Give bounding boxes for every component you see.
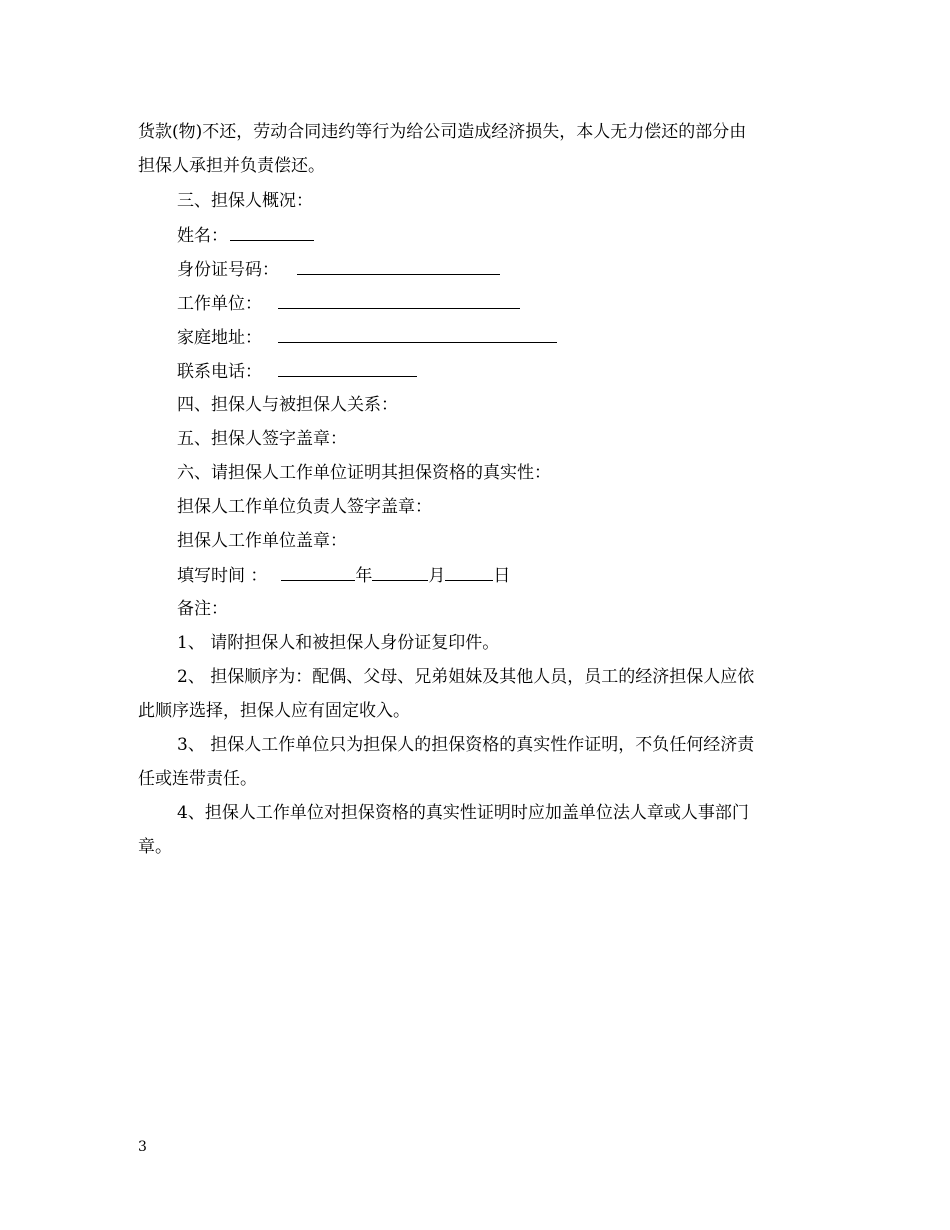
fill-date-label: 填写时间 ： [177,566,268,586]
month-label: 月 [428,566,446,586]
id-number-field-row [177,258,500,281]
phone-field-row [177,360,417,383]
name-blank[interactable] [230,224,314,241]
year-label: 年 [355,566,373,586]
name-field-row [177,224,314,247]
home-address-blank[interactable] [278,326,557,343]
note-item-4-line-2: 章。 [138,837,172,857]
phone-blank[interactable] [278,360,417,377]
name-label: 姓名： [177,226,228,246]
page-number: 3 [138,1139,147,1155]
note-item-2-line-1: 2、 担保顺序为：配偶、父母、兄弟姐妹及其他人员，员工的经济担保人应依 [177,667,755,687]
work-unit-field-row [177,292,520,315]
section-heading-relationship: 四、担保人与被担保人关系： [177,395,398,415]
note-item-3-line-1: 3、 担保人工作单位只为担保人的担保资格的真实性作证明，不负任何经济责 [177,735,755,755]
notes-heading: 备注： [177,599,228,619]
day-blank[interactable] [445,564,493,581]
work-unit-blank[interactable] [278,292,520,309]
note-item-4-line-1: 4、担保人工作单位对担保资格的真实性证明时应加盖单位法人章或人事部门 [177,803,749,823]
leader-signature-line: 担保人工作单位负责人签字盖章： [177,497,432,517]
note-item-3-line-2: 任或连带责任。 [138,769,257,789]
phone-label: 联系电话： [177,362,262,382]
paragraph-line: 担保人承担并负责偿还。 [138,156,325,176]
unit-seal-line: 担保人工作单位盖章： [177,531,347,551]
section-heading-guarantor-overview: 三、担保人概况： [177,191,313,211]
fill-date-row [177,564,510,587]
work-unit-label: 工作单位： [177,294,262,314]
section-heading-unit-certification: 六、请担保人工作单位证明其担保资格的真实性： [177,463,551,483]
day-label: 日 [493,566,511,586]
id-number-blank[interactable] [297,258,500,275]
section-heading-signature: 五、担保人签字盖章： [177,429,347,449]
id-number-label: 身份证号码： [177,260,279,280]
home-address-label: 家庭地址： [177,328,262,348]
year-blank[interactable] [281,564,355,581]
note-item-2-line-2: 此顺序选择，担保人应有固定收入。 [138,701,410,721]
paragraph-line: 货款(物)不还，劳动合同违约等行为给公司造成经济损失，本人无力偿还的部分由 [138,122,747,142]
month-blank[interactable] [372,564,428,581]
home-address-field-row [177,326,557,349]
note-item-1: 1、 请附担保人和被担保人身份证复印件。 [177,633,500,653]
